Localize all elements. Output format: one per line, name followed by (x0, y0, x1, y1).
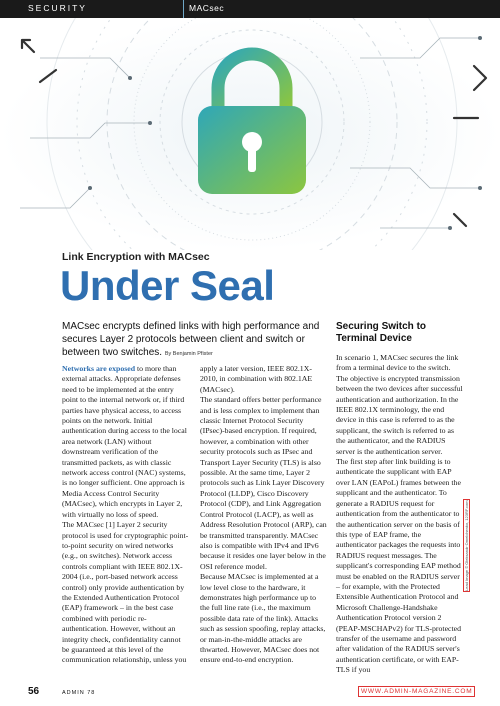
column-1-text: to more than external attacks. Appropriate defenses need to be implemented at the entry point to the internal network or, if third parties have physical access, to access points on the network. Initial authentication during access to the local area network (LAN) without downstream verification of the transmitted packets, as with classic network access control (NAC) systems, is no longer sufficient. One approach is Media Access Control Security (MACsec), which encrypts in Layer 2, with virtually no loss of speed. The MACsec [1] Layer 2 security protocol is used for cryptographic point-to-point security on wired networks (e.g., on switches). Network access controls compliant with IEEE 802.1X-2004 (i.e., port-based network access control) only provide authentication by the Extended Authentication Protocol (EAP) framework – in the best case combined with periodic re-authentication. However, without an integrity check, confidentiality cannot be guaranteed at this level of the communication relationship, unless you (62, 364, 189, 665)
sidebar-heading: Securing Switch to Terminal Device (336, 321, 427, 344)
kicker: Link Encryption with MACsec (62, 251, 210, 263)
body-column-1 (62, 364, 189, 666)
deck-text: MACsec encrypts defined links with high performance and secures Layer 2 protocols between client and switch or between two switches. (62, 321, 320, 358)
section-label: SECURITY (28, 3, 87, 13)
topic-label: MACsec (189, 3, 225, 13)
deck (62, 320, 332, 361)
image-credit-text: Lead Image © Oleksandr Omelchenko, 123RF.com (464, 500, 469, 591)
header-divider (183, 0, 184, 18)
body-column-2: apply a later version, IEEE 802.1X-2010, in combination with 802.1AE (MACsec). The standard offers better performance and is less complex to implement than classic Internet Protocol Security (IPsec)-based encryption. If required, however, a combination with other security protocols such as IPsec and Transport Layer Security (TLS) is also possible. At the same time, Layer 2 protocols such as Link Layer Discovery Protocol (LLDP), Cisco Discovery Protocol (CDP), and Link Aggregation Control Protocol (LACP), as well as Address Resolution Protocol (ARP), can be transmitted transparently. MACsec also is compatible with IPv4 and IPv6 because it resides one layer below in the OSI reference model. Because MACsec is implemented at a low level close to the hardware, it demonstrates high performance up to the full line rate (i.e., the maximum possible data rate of the link). Attacks such as session spoofing, replay attacks, or man-in-the-middle attacks are thwarted. However, MACsec does not ensure end-to-end encryption. (200, 364, 327, 665)
headline: Under Seal (60, 262, 275, 309)
lead-in: Networks are exposed (62, 364, 136, 373)
image-credit (464, 502, 472, 592)
body-column-3: In scenario 1, MACsec secures the link from a terminal device to the switch. The objective is encrypted transmission between the two devices after successful authentication and authorization. In the IEEE 802.1X terminology, the end device in this case is referred to as the supplicant, the switch is referred to as the authenticator, and the RADIUS server is the authentication server. The first step after link building is to authenticate the supplicant with EAP over LAN (EAPoL) frames between the supplicant and the authenticator. To generate a RADIUS request for authentication from the authenticator to the authentication server on the basis of this type of EAP frame, the authenticator packages the requests into RADIUS request messages. The supplicant's corresponding EAP method must be enabled on the RADIUS server – for example, with the Protected Extensible Authentication Protocol and Microsoft Challenge-Handshake Authentication Protocol version 2 (PEAP-MSCHAPv2) for TLS-protected transfer of the username and password after validation of the RADIUS server's authentication certificate, or with EAP-TLS if you (336, 353, 463, 675)
issue-label: ADMIN 78 (62, 690, 96, 696)
website-link[interactable]: WWW.ADMIN-MAGAZINE.COM (358, 686, 475, 697)
hero-illustration (0, 18, 500, 250)
byline: By Benjamin Pfister (164, 351, 213, 357)
top-bar (0, 0, 500, 18)
page-number: 56 (28, 686, 40, 697)
